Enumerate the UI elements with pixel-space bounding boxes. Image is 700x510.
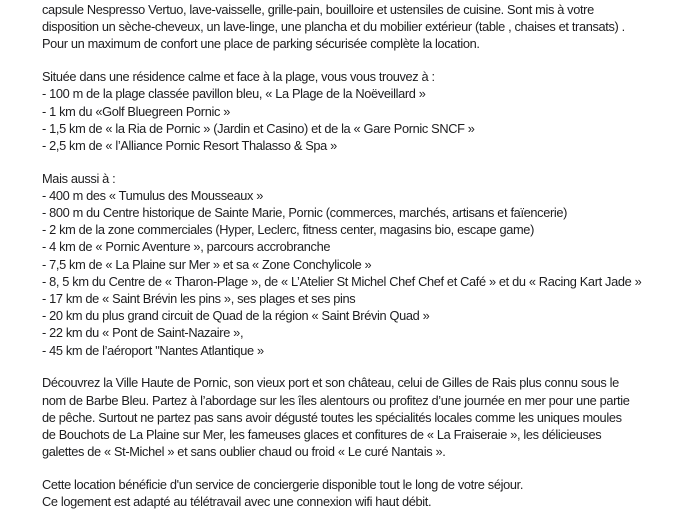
paragraph-block [42,1,680,53]
text-line: - 400 m des « Tumulus des Mousseaux » [42,187,264,203]
text-line: Située dans une résidence calme et face à la plage, vous vous trouvez à : [42,69,435,85]
text-line: - 4 km de « Pornic Aventure », parcours accrobranche [42,239,331,255]
paragraph-block [42,68,680,154]
text-line: - 2 km de la zone commerciales (Hyper, Leclerc, fitness center, magasins bio, escape game) [42,222,534,238]
text-line: - 800 m du Centre historique de Sainte Marie, Pornic (commerces, marchés, artisans et faïencerie) [42,205,568,221]
text-line: Mais aussi à : [42,170,116,186]
paragraph-block [42,374,680,460]
text-line: Ce logement est adapté au télétravail avec une connexion wifi haut débit. [42,494,432,510]
text-line: Cette location bénéficie d'un service de conciergerie disponible tout le long de votre séjour. [42,476,524,492]
text-line: de pêche. Surtout ne partez pas sans avoir dégusté toutes les spécialités locales comme les uniques moules [42,409,622,425]
text-line: - 2,5 km de « l’Alliance Pornic Resort Thalasso & Spa » [42,137,337,153]
text-line: Pour un maximum de confort une place de parking sécurisée complète la location. [42,36,480,52]
text-line: capsule Nespresso Vertuo, lave-vaisselle, grille-pain, bouilloire et ustensiles de cuisine. Sont mis à votre [42,2,594,17]
text-line: galettes de « St-Michel » et sans oublier chaud ou froid « Le curé Nantais ». [42,444,446,460]
text-line: - 1 km du «Golf Bluegreen Pornic » [42,103,230,119]
text-line: - 7,5 km de « La Plaine sur Mer » et sa « Zone Conchylicole » [42,256,372,272]
text-line: - 8, 5 km du Centre de « Tharon-Plage », de « L’Atelier St Michel Chef Chef et Café » et du « Racing Kart Jade » [42,273,642,289]
listing-description-text [42,1,680,510]
text-line: de Bouchots de La Plaine sur Mer, les fameuses glaces et confitures de « La Fraiseraie », les délicieuses [42,426,602,442]
text-line: - 22 km du « Pont de Saint-Nazaire », [42,325,244,341]
text-line: disposition un sèche-cheveux, un lave-linge, une plancha et du mobilier extérieur (table , chaises et transats) . [42,19,625,35]
text-line: Découvrez la Ville Haute de Pornic, son vieux port et son château, celui de Gilles de Rais plus connu sous le [42,375,619,391]
text-line: - 45 km de l’aéroport "Nantes Atlantique » [42,342,264,358]
text-line: - 1,5 km de « la Ria de Pornic » (Jardin et Casino) et de la « Gare Pornic SNCF » [42,120,475,136]
text-line: - 17 km de « Saint Brévin les pins », ses plages et ses pins [42,291,356,307]
text-line: - 100 m de la plage classée pavillon bleu, « La Plage de la Noëveillard » [42,86,426,102]
paragraph-block [42,170,680,359]
text-line: nom de Barbe Bleu. Partez à l’abordage sur les îles alentours ou profitez d’une journée en mer pour une partie [42,392,630,408]
paragraph-block [42,476,680,510]
text-line: - 20 km du plus grand circuit de Quad de la région « Saint Brévin Quad » [42,308,430,324]
